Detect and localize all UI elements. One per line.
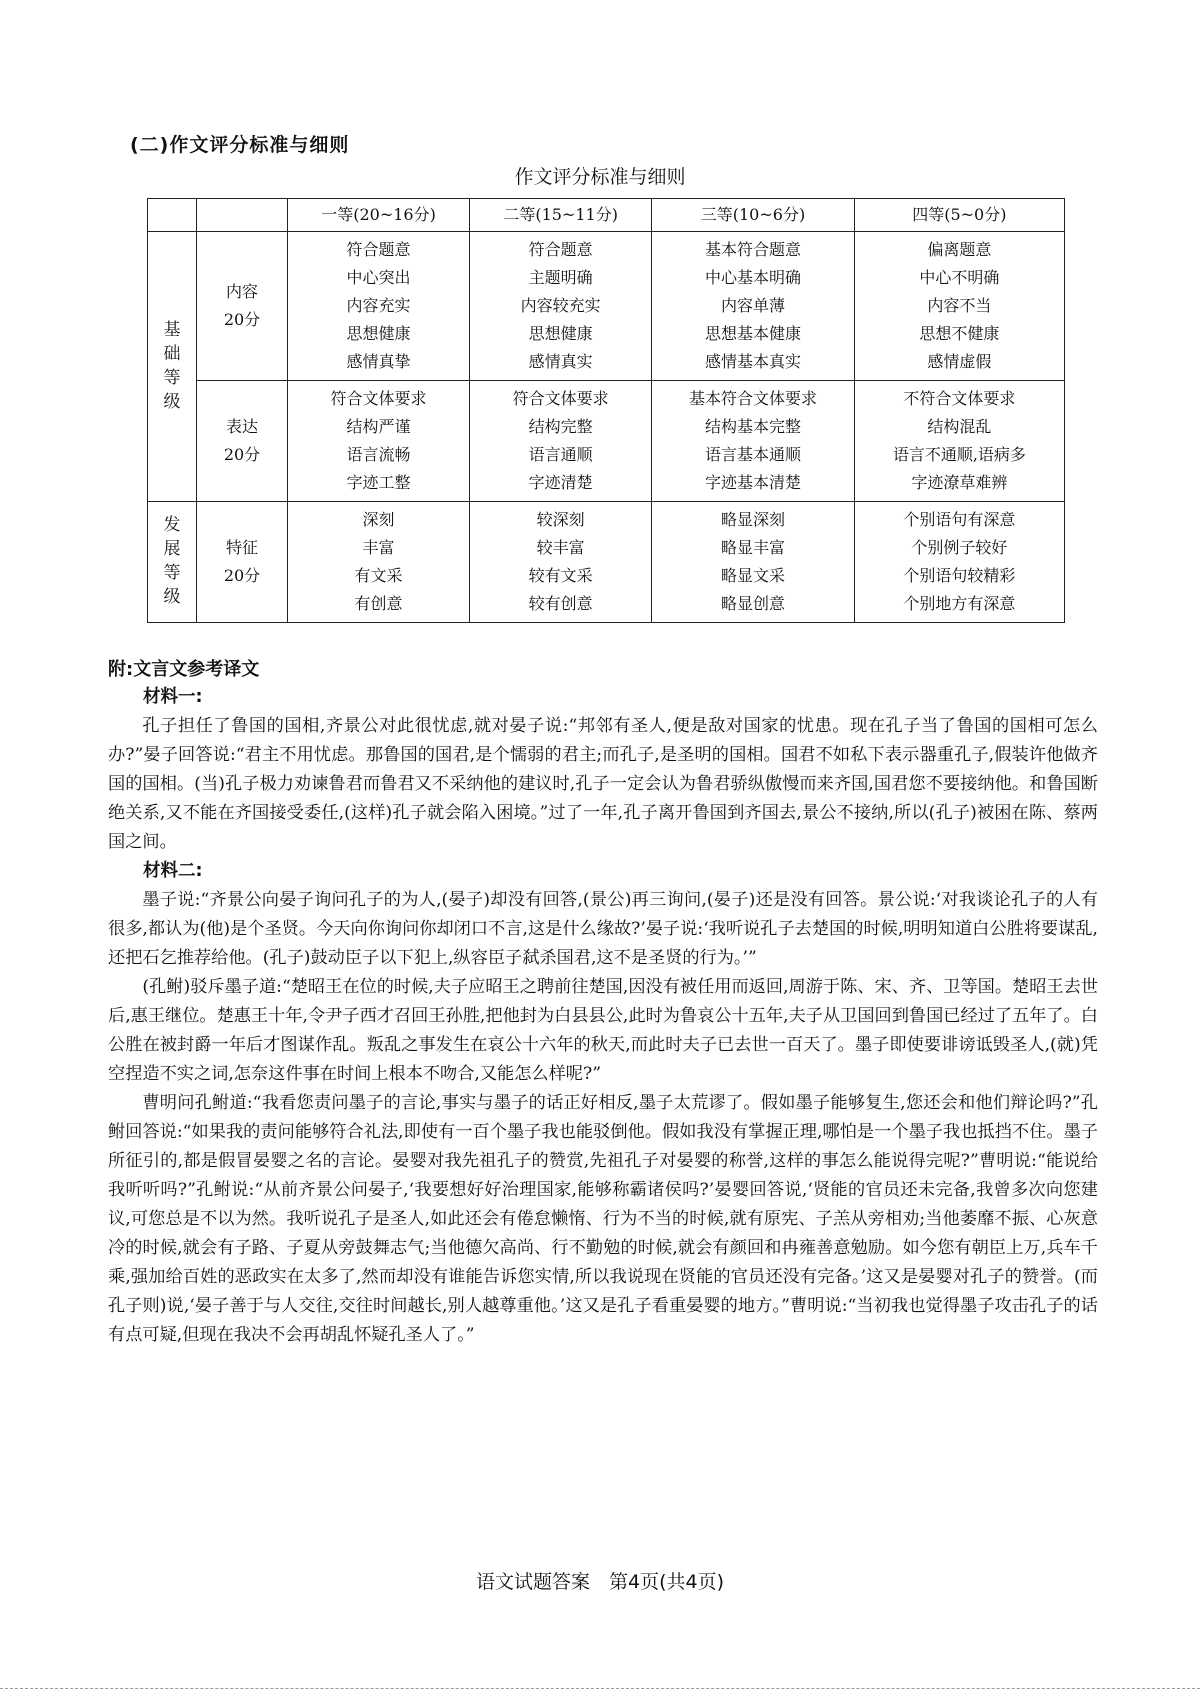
header-grade-2: 二等(15~11分) bbox=[470, 199, 652, 232]
cell-content-grade-1: 符合题意 中心突出 内容充实 思想健康 感情真挚 bbox=[288, 232, 470, 381]
cell-content-grade-2: 符合题意 主题明确 内容较充实 思想健康 感情真实 bbox=[470, 232, 652, 381]
develop-level-label: 发展等级 bbox=[148, 502, 197, 623]
sub-label-feature: 特征 20分 bbox=[197, 502, 288, 623]
page-footer: 语文试题答案 第4页(共4页) bbox=[475, 1571, 724, 1593]
table-row-content bbox=[148, 232, 1065, 381]
sub-label-expression: 表达 20分 bbox=[197, 381, 288, 502]
cell-expression-grade-1: 符合文体要求 结构严谨 语言流畅 字迹工整 bbox=[288, 381, 470, 502]
cell-feature-grade-3: 略显深刻 略显丰富 略显文采 略显创意 bbox=[652, 502, 855, 623]
material-2-label: 材料二: bbox=[143, 861, 203, 881]
rubric-table bbox=[147, 198, 1065, 623]
material-1-paragraph: 孔子担任了鲁国的国相,齐景公对此很忧虑,就对晏子说:“邦邻有圣人,便是敌对国家的忧患。现在孔子当了鲁国的国相可怎么办?”晏子回答说:“君主不用忧虑。那鲁国的国君,是个懦弱的君主;而孔子,是圣明的国相。国君不如私下表示器重孔子,假装许他做齐国的国相。(当)孔子极力劝谏鲁君而鲁君又不采纳他的建议时,孔子一定会认为鲁君骄纵傲慢而来齐国,国君您不要接纳他。和鲁国断绝关系,又不能在齐国接受委任,(这样)孔子就会陷入困境。”过了一年,孔子离开鲁国到齐国去,景公不接纳,所以(孔子)被困在陈、蔡两国之间。 bbox=[108, 716, 1098, 852]
cell-content-grade-4: 偏离题意 中心不明确 内容不当 思想不健康 感情虚假 bbox=[854, 232, 1064, 381]
basic-level-label: 基础等级 bbox=[148, 232, 197, 502]
header-blank-sub bbox=[197, 199, 288, 232]
cell-feature-grade-4: 个别语句有深意 个别例子较好 个别语句较精彩 个别地方有深意 bbox=[854, 502, 1064, 623]
material-2-paragraph-2: (孔鲋)驳斥墨子道:“楚昭王在位的时候,夫子应昭王之聘前往楚国,因没有被任用而返回,周游于陈、宋、齐、卫等国。楚昭王去世后,惠王继位。楚惠王十年,令尹子西才召回王孙胜,把他封为白县县公,此时为鲁哀公十五年,夫子从卫国回到鲁国已经过了五年了。白公胜在被封爵一年后才图谋作乱。叛乱之事发生在哀公十六年的秋天,而此时夫子已去世一百天了。墨子即使要诽谤诋毁圣人,(就)凭空捏造不实之词,怎奈这件事在时间上根本不吻合,又能怎么样呢?” bbox=[108, 977, 1098, 1084]
sub-label-content: 内容 20分 bbox=[197, 232, 288, 381]
header-grade-4: 四等(5~0分) bbox=[854, 199, 1064, 232]
section-heading: (二)作文评分标准与细则 bbox=[130, 134, 350, 156]
header-grade-3: 三等(10~6分) bbox=[652, 199, 855, 232]
table-row-expression bbox=[148, 381, 1065, 502]
translation-body bbox=[108, 683, 1098, 1350]
cell-content-grade-3: 基本符合题意 中心基本明确 内容单薄 思想基本健康 感情基本真实 bbox=[652, 232, 855, 381]
bottom-divider bbox=[0, 1688, 1200, 1689]
material-2-paragraph-3: 曹明问孔鲋道:“我看您责问墨子的言论,事实与墨子的话正好相反,墨子太荒谬了。假如墨子能够复生,您还会和他们辩论吗?”孔鲋回答说:“如果我的责问能够符合礼法,即使有一百个墨子我也能驳倒他。假如我没有掌握正理,哪怕是一个墨子我也抵挡不住。墨子所征引的,都是假冒晏婴之名的言论。晏婴对我先祖孔子的赞赏,先祖孔子对晏婴的称誉,这样的事怎么能说得完呢?”曹明说:“能说给我听听吗?”孔鲋说:“从前齐景公问晏子,‘我要想好好治理国家,能够称霸诸侯吗?’晏婴回答说,‘贤能的官员还未完备,我曾多次向您建议,可您总是不以为然。我听说孔子是圣人,如此还会有倦怠懒惰、行为不当的时候,就有原宪、子羔从旁相劝;当他萎靡不振、心灰意冷的时候,就会有子路、子夏从旁鼓舞志气;当他德欠高尚、行不勤勉的时候,就会有颜回和冉雍善意勉励。如今您有朝臣上万,兵车千乘,强加给百姓的恶政实在太多了,然而却没有谁能告诉您实情,所以我说现在贤能的官员还没有完备。’这又是晏婴对孔子的赞誉。(而孔子则)说,‘晏子善于与人交往,交往时间越长,别人越尊重他。’这又是孔子看重晏婴的地方。”曹明说:“当初我也觉得墨子攻击孔子的话有点可疑,但现在我决不会再胡乱怀疑孔圣人了。” bbox=[108, 1093, 1098, 1345]
cell-feature-grade-2: 较深刻 较丰富 较有文采 较有创意 bbox=[470, 502, 652, 623]
header-grade-1: 一等(20~16分) bbox=[288, 199, 470, 232]
table-header-row bbox=[148, 199, 1065, 232]
appendix-heading: 附:文言文参考译文 bbox=[108, 659, 260, 680]
table-title: 作文评分标准与细则 bbox=[514, 166, 686, 188]
material-1-label: 材料一: bbox=[143, 687, 203, 707]
cell-expression-grade-3: 基本符合文体要求 结构基本完整 语言基本通顺 字迹基本清楚 bbox=[652, 381, 855, 502]
table-row-feature bbox=[148, 502, 1065, 623]
cell-feature-grade-1: 深刻 丰富 有文采 有创意 bbox=[288, 502, 470, 623]
cell-expression-grade-2: 符合文体要求 结构完整 语言通顺 字迹清楚 bbox=[470, 381, 652, 502]
material-2-paragraph-1: 墨子说:“齐景公向晏子询问孔子的为人,(晏子)却没有回答,(景公)再三询问,(晏子)还是没有回答。景公说:‘对我谈论孔子的人有很多,都认为(他)是个圣贤。今天向你询问你却闭口不言,这是什么缘故?’晏子说:‘我听说孔子去楚国的时候,明明知道白公胜将要谋乱,还把石乞推荐给他。(孔子)鼓动臣子以下犯上,纵容臣子弑杀国君,这不是圣贤的行为。’” bbox=[108, 890, 1098, 968]
header-blank-cat bbox=[148, 199, 197, 232]
cell-expression-grade-4: 不符合文体要求 结构混乱 语言不通顺,语病多 字迹潦草难辨 bbox=[854, 381, 1064, 502]
